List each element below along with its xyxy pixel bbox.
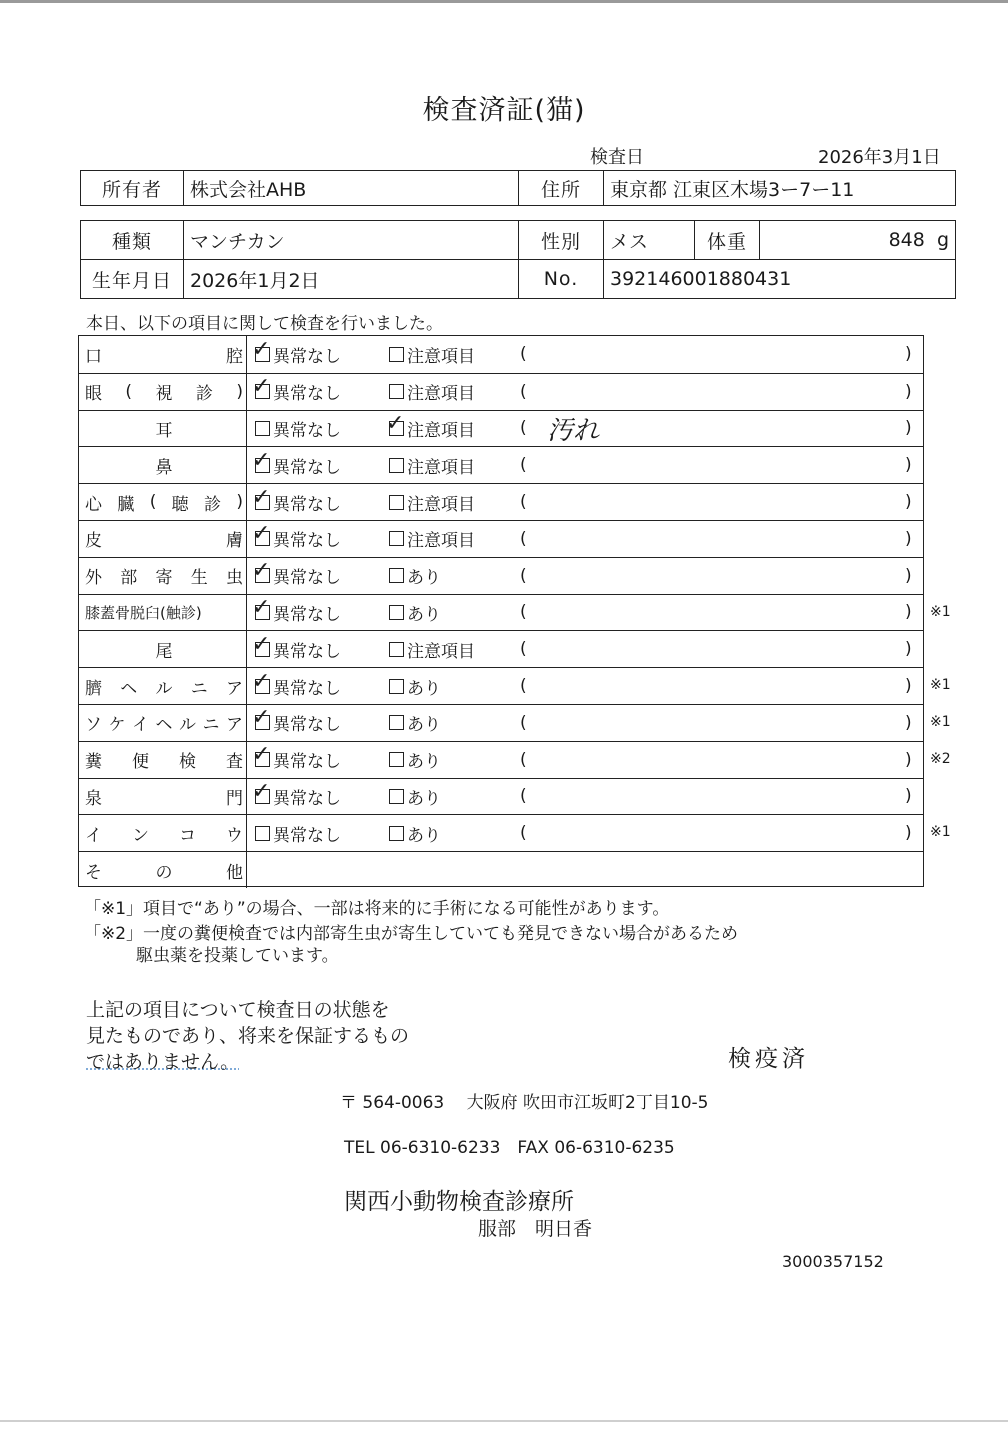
footnote-1: 「※1」項目で“あり”の場合、一部は将来的に手術になる可能性があります。 [84, 899, 670, 919]
weight-cell [760, 221, 956, 260]
declaration-line: ではありません。 [86, 1051, 240, 1073]
checkbox-icon[interactable] [389, 826, 404, 841]
checklist-grid [78, 335, 924, 887]
checkmark-icon: ✓ [252, 668, 271, 694]
option-label: 注意項目 [407, 494, 475, 515]
row-divider [246, 447, 247, 483]
note-paren-open: ( [520, 602, 527, 623]
checkbox-no-abnormality[interactable] [252, 484, 341, 520]
quarantine-stamp: 検疫済 [728, 1046, 809, 1072]
option-label: 注意項目 [407, 346, 475, 367]
row-divider [246, 742, 247, 778]
option-label: あり [407, 568, 441, 589]
checklist-row [79, 446, 923, 483]
footnote-mark: ※2 [930, 750, 951, 767]
note-paren-close: ) [905, 344, 912, 365]
checkbox-icon[interactable] [255, 826, 270, 841]
option-label: 異常なし [273, 494, 341, 515]
check-item-name: 膝蓋骨脱臼(触診) [85, 603, 202, 622]
checkbox-no-abnormality[interactable] [252, 778, 341, 815]
note-paren-close: ) [905, 676, 912, 697]
note-paren-open: ( [520, 492, 527, 513]
checkbox-icon[interactable] [389, 347, 404, 362]
note-paren-open: ( [520, 712, 527, 733]
note-paren-open: ( [520, 676, 527, 697]
declaration [86, 997, 409, 1075]
clinic-address: 〒 564-0063 大阪府 吹田市江坂町2丁目10-5 [340, 1093, 709, 1113]
checkbox-caution[interactable] [389, 447, 475, 483]
check-item-name: 鼻 [155, 457, 173, 478]
note-paren-open: ( [520, 786, 527, 807]
checklist-row [79, 704, 923, 741]
checkbox-caution[interactable] [389, 779, 441, 815]
checklist-row [79, 410, 923, 447]
footnote-mark: ※1 [930, 677, 951, 694]
checkbox-icon[interactable] [389, 752, 404, 767]
checkbox-caution[interactable] [389, 742, 441, 778]
footnote-mark: ※1 [930, 714, 951, 730]
checkmark-icon: ✓ [252, 521, 271, 547]
checklist-row [79, 557, 923, 594]
option-label: 異常なし [273, 678, 341, 699]
check-item-name: 耳 [155, 420, 173, 441]
check-item-name: 臍 ヘ ル ニ ア [85, 678, 243, 699]
checkmark-icon: ✓ [252, 447, 271, 473]
option-label: 異常なし [273, 531, 341, 552]
option-label: 異常なし [273, 604, 341, 625]
option-label: 異常なし [273, 715, 341, 736]
sex-value: メス [604, 221, 695, 260]
checkbox-no-abnormality[interactable] [252, 705, 341, 741]
footnote-mark: ※1 [930, 603, 951, 620]
checkbox-icon[interactable] [389, 568, 404, 583]
footnote-mark: ※1 [930, 824, 951, 841]
owner-table [80, 170, 956, 206]
exam-date: 2026年3月1日 [818, 147, 941, 168]
checkbox-icon[interactable] [252, 594, 271, 620]
note-paren-open: ( [520, 455, 527, 476]
checkmark-icon: ✓ [252, 594, 271, 620]
checkbox-icon[interactable] [252, 558, 271, 584]
option-label: あり [407, 752, 441, 773]
pet-table [80, 220, 956, 299]
note-paren-open: ( [520, 823, 527, 844]
checkbox-caution[interactable] [389, 374, 475, 410]
address-label: 住所 [519, 171, 604, 206]
checklist-row [79, 630, 923, 667]
note-paren-close: ) [905, 823, 912, 844]
option-label: あり [407, 604, 441, 625]
row-divider [246, 668, 247, 704]
checkbox-no-abnormality[interactable] [252, 336, 341, 373]
sex-label: 性別 [519, 221, 604, 260]
checkbox-icon[interactable] [252, 521, 271, 547]
note-text: 汚れ [547, 416, 600, 446]
row-divider [246, 336, 247, 373]
checkbox-icon[interactable] [252, 668, 271, 694]
doctor-name: 服部 明日香 [478, 1218, 593, 1240]
note-paren-close: ) [905, 639, 912, 660]
footnote-2: 「※2」一度の糞便検査では内部寄生虫が寄生していても発見できない場合があるため [84, 924, 739, 944]
intro-text: 本日、以下の項目に関して検査を行いました。 [86, 314, 443, 334]
checkbox-no-abnormality[interactable] [252, 742, 341, 778]
check-item-name: イ ン コ ウ [85, 825, 243, 846]
check-item-name: 心 臓 ( 聴 診 ) [85, 492, 243, 515]
row-divider [246, 595, 247, 631]
exam-date-label: 検査日 [590, 147, 644, 168]
check-item-name: ソ ケ イ ヘ ル ニ ア [85, 715, 243, 736]
checklist-row [79, 667, 923, 704]
row-divider [246, 631, 247, 667]
scan-top-edge [0, 0, 1008, 3]
checkmark-icon: ✓ [252, 484, 271, 510]
checkmark-icon: ✓ [252, 374, 271, 400]
option-label: 異常なし [273, 752, 341, 773]
checkbox-icon[interactable] [252, 705, 271, 731]
note-paren-close: ) [905, 602, 912, 623]
note-paren-close: ) [905, 381, 912, 402]
option-label: 異常なし [273, 384, 341, 405]
declaration-line: 上記の項目について検査日の状態を [86, 999, 390, 1021]
note-paren-open: ( [520, 749, 527, 770]
document-title: 検査済証(猫) [422, 95, 586, 126]
checkbox-icon[interactable] [252, 742, 271, 768]
checkbox-caution[interactable] [389, 558, 441, 594]
option-label: 異常なし [273, 420, 341, 441]
option-label: 異常なし [273, 457, 341, 478]
row-divider [246, 374, 247, 410]
check-item-name: 皮 膚 [85, 531, 243, 552]
note-paren-close: ) [905, 565, 912, 586]
checkbox-no-abnormality[interactable] [252, 558, 341, 594]
checklist-row [79, 483, 923, 520]
checklist-row [79, 814, 923, 851]
declaration-line: 見たものであり、将来を保証するもの [86, 1025, 410, 1047]
checkbox-icon[interactable] [386, 410, 405, 436]
checkbox-caution[interactable] [389, 521, 475, 557]
no-label: No. [519, 260, 604, 299]
scan-bottom-edge [0, 1420, 1008, 1422]
option-label: 注意項目 [407, 457, 475, 478]
checklist-row [79, 373, 923, 410]
checklist-row [79, 520, 923, 557]
note-paren-close: ) [905, 712, 912, 733]
option-label: 異常なし [273, 825, 341, 846]
option-label: 異常なし [273, 568, 341, 589]
note-paren-open: ( [520, 418, 527, 439]
checkbox-no-abnormality[interactable] [252, 668, 341, 704]
checkbox-icon[interactable] [389, 458, 404, 473]
checkbox-icon[interactable] [252, 484, 271, 510]
owner-label: 所有者 [81, 171, 184, 206]
note-paren-open: ( [520, 565, 527, 586]
option-label: あり [407, 788, 441, 809]
checkbox-no-abnormality[interactable] [255, 411, 341, 447]
note-paren-open: ( [520, 381, 527, 402]
note-paren-open: ( [520, 639, 527, 660]
note-paren-close: ) [905, 418, 912, 439]
check-item-name: そ の 他 [85, 862, 243, 883]
note-paren-close: ) [905, 492, 912, 513]
checkbox-icon[interactable] [252, 374, 271, 400]
check-item-name: 尾 [155, 641, 173, 662]
option-label: あり [407, 715, 441, 736]
checkbox-caution[interactable] [389, 336, 475, 373]
checkmark-icon: ✓ [252, 742, 271, 768]
checkbox-caution[interactable] [389, 631, 475, 667]
address-value: 東京都 江東区木場3ー7ー11 [604, 171, 956, 206]
note-paren-close: ) [905, 786, 912, 807]
owner-value: 株式会社AHB [184, 171, 519, 206]
note-paren-open: ( [520, 344, 527, 365]
checklist-row [79, 336, 923, 373]
option-label: 異常なし [273, 788, 341, 809]
checkbox-icon[interactable] [252, 447, 271, 473]
row-divider [246, 521, 247, 557]
option-label: あり [407, 825, 441, 846]
checkbox-caution[interactable] [389, 815, 441, 851]
checkmark-icon: ✓ [252, 778, 271, 804]
check-item-name: 糞 便 検 査 [85, 752, 243, 773]
checkbox-icon[interactable] [252, 631, 271, 657]
checkbox-no-abnormality[interactable] [255, 815, 341, 851]
checkbox-icon[interactable] [389, 531, 404, 546]
row-divider [246, 705, 247, 741]
checkmark-icon: ✓ [252, 558, 271, 584]
option-label: 異常なし [273, 346, 341, 367]
footnote-2-cont: 駆虫薬を投薬しています。 [136, 946, 339, 966]
checkbox-icon[interactable] [389, 642, 404, 657]
checkbox-icon[interactable] [252, 778, 271, 804]
checkbox-icon[interactable] [389, 789, 404, 804]
check-item-name: 口 腔 [85, 346, 243, 367]
checkbox-caution[interactable] [389, 668, 441, 704]
checklist-row [79, 594, 923, 631]
clinic-name: 関西小動物検査診療所 [344, 1189, 574, 1215]
checklist-row [79, 851, 923, 888]
row-divider [246, 484, 247, 520]
checkbox-icon[interactable] [389, 679, 404, 694]
check-item-name: 外 部 寄 生 虫 [85, 568, 243, 589]
checkbox-icon[interactable] [389, 605, 404, 620]
note-paren-close: ) [905, 528, 912, 549]
checkbox-caution[interactable] [386, 410, 475, 447]
checkbox-no-abnormality[interactable] [252, 521, 341, 557]
option-label: 注意項目 [407, 384, 475, 405]
checkmark-icon: ✓ [252, 631, 271, 657]
row-divider [246, 779, 247, 815]
check-item-name: 眼 ( 視 診 ) [85, 381, 243, 405]
checkmark-icon: ✓ [252, 705, 271, 731]
dob-value: 2026年1月2日 [184, 260, 519, 299]
option-label: 注意項目 [407, 641, 475, 662]
checkbox-icon[interactable] [252, 336, 271, 362]
note-paren-open: ( [520, 528, 527, 549]
checkmark-icon: ✓ [252, 336, 271, 362]
checklist-row [79, 778, 923, 815]
note-paren-close: ) [905, 455, 912, 476]
checkbox-no-abnormality[interactable] [252, 594, 341, 631]
weight-value: 848 [888, 229, 925, 251]
weight-label: 体重 [695, 221, 760, 260]
checkbox-no-abnormality[interactable] [252, 374, 341, 410]
option-label: 注意項目 [407, 420, 475, 441]
option-label: 注意項目 [407, 531, 475, 552]
checkbox-icon[interactable] [389, 384, 404, 399]
option-label: あり [407, 678, 441, 699]
clinic-phone: TEL 06-6310-6233 FAX 06-6310-6235 [344, 1138, 675, 1158]
checkbox-caution[interactable] [389, 705, 441, 741]
checklist-row [79, 741, 923, 778]
checkmark-icon: ✓ [386, 410, 405, 436]
checkbox-caution[interactable] [389, 484, 475, 520]
row-divider [246, 558, 247, 594]
serial-number: 3000357152 [782, 1252, 884, 1271]
checkbox-icon[interactable] [389, 495, 404, 510]
no-value: 392146001880431 [604, 260, 956, 299]
weight-unit: g [936, 229, 949, 251]
row-divider [246, 815, 247, 851]
note-paren-close: ) [905, 749, 912, 770]
row-divider [246, 411, 247, 447]
check-item-name: 泉 門 [85, 788, 243, 809]
row-divider [246, 852, 247, 888]
breed-label: 種類 [81, 221, 184, 260]
checkbox-no-abnormality[interactable] [252, 447, 341, 483]
breed-value: マンチカン [184, 221, 519, 260]
option-label: 異常なし [273, 641, 341, 662]
dob-label: 生年月日 [81, 260, 184, 299]
checkbox-icon[interactable] [389, 715, 404, 730]
checkbox-caution[interactable] [389, 595, 441, 631]
checkbox-icon[interactable] [255, 421, 270, 436]
checkbox-no-abnormality[interactable] [252, 631, 341, 667]
